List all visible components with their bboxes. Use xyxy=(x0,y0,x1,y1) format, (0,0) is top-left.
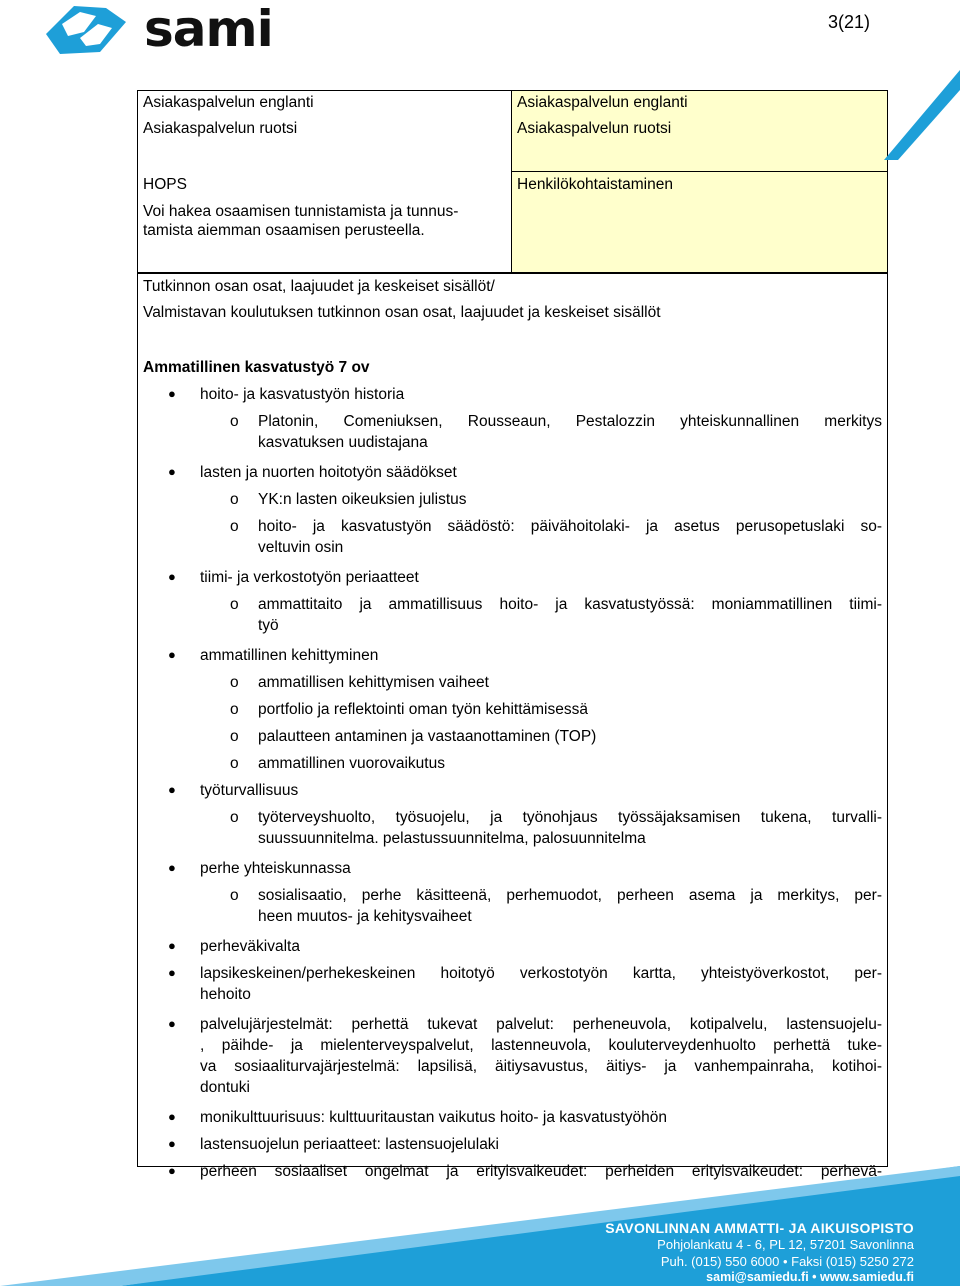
sub-list-item: ammatillisen kehittymisen vaiheet xyxy=(258,674,489,691)
corner-swoosh xyxy=(884,70,960,160)
sub-bullet-icon: o xyxy=(230,413,239,430)
sub-bullet-icon: o xyxy=(230,596,239,613)
list-item: hoito- ja kasvatustyön historia xyxy=(200,386,405,403)
footer-address: Pohjolankatu 4 - 6, PL 12, 57201 Savonlinna xyxy=(657,1237,914,1252)
list-bullet-icon: ● xyxy=(168,1163,176,1178)
list-item: dontuki xyxy=(200,1079,250,1096)
subject-heading: Ammatillinen kasvatustyö 7 ov xyxy=(143,359,370,376)
sub-bullet-icon: o xyxy=(230,674,239,691)
left-english: Asiakaspalvelun englanti xyxy=(143,94,314,111)
logo-mark-icon xyxy=(40,4,140,56)
right-personalization: Henkilökohtaistaminen xyxy=(517,176,673,193)
sub-list-item: sosialisaatio, perhe käsitteenä, perhemuodot, perheen asema ja merkitys, per- xyxy=(258,887,882,904)
sub-list-item: suussuunnitelma. pelastussuunnitelma, palosuunnitelma xyxy=(258,830,646,847)
sami-logo xyxy=(40,0,273,58)
sub-list-item: portfolio ja reflektointi oman työn kehittämisessä xyxy=(258,701,588,718)
list-bullet-icon: ● xyxy=(168,1136,176,1151)
sub-bullet-icon: o xyxy=(230,809,239,826)
left-swedish: Asiakaspalvelun ruotsi xyxy=(143,120,298,137)
footer-phone: Puh. (015) 550 6000 • Faksi (015) 5250 272 xyxy=(660,1254,914,1269)
left-hops-title: HOPS xyxy=(143,176,187,193)
right-swedish: Asiakaspalvelun ruotsi xyxy=(517,120,672,137)
list-bullet-icon: ● xyxy=(168,386,176,401)
sub-list-item: työ xyxy=(258,617,279,634)
list-item: perheväkivalta xyxy=(200,938,300,955)
section-title-1: Tutkinnon osan osat, laajuudet ja keskeiset sisällöt/ xyxy=(143,278,495,295)
sub-bullet-icon: o xyxy=(230,728,239,745)
list-bullet-icon: ● xyxy=(168,647,176,662)
list-bullet-icon: ● xyxy=(168,860,176,875)
sub-list-item: ammatillinen vuorovaikutus xyxy=(258,755,445,772)
list-item: tiimi- ja verkostotyön periaatteet xyxy=(200,569,419,586)
list-item: ammatillinen kehittyminen xyxy=(200,647,379,664)
list-item: monikulttuurisuus: kulttuuritaustan vaikutus hoito- ja kasvatustyöhön xyxy=(200,1109,667,1126)
list-item: lapsikeskeinen/perhekeskeinen hoitotyö verkostotyön kartta, yhteistyöverkostot, per- xyxy=(200,965,882,982)
sub-list-item: heen muutos- ja kehitysvaiheet xyxy=(258,908,472,925)
list-bullet-icon: ● xyxy=(168,782,176,797)
left-hops-text-2: tamista aiemman osaamisen perusteella. xyxy=(143,222,425,239)
footer-institution: SAVONLINNAN AMMATTI- JA AIKUISOPISTO xyxy=(605,1220,914,1236)
right-english: Asiakaspalvelun englanti xyxy=(517,94,688,111)
sub-list-item: Platonin, Comeniuksen, Rousseaun, Pestalozzin yhteiskunnallinen merkitys xyxy=(258,413,882,430)
list-item: palvelujärjestelmät: perhettä tukevat palvelut: perheneuvola, kotipalvelu, lastensuojelu- xyxy=(200,1016,882,1033)
list-bullet-icon: ● xyxy=(168,965,176,980)
sub-bullet-icon: o xyxy=(230,887,239,904)
list-item: hehoito xyxy=(200,986,251,1003)
sub-bullet-icon: o xyxy=(230,701,239,718)
list-bullet-icon: ● xyxy=(168,569,176,584)
logo-text: sami xyxy=(144,0,273,58)
list-item: työturvallisuus xyxy=(200,782,299,799)
list-bullet-icon: ● xyxy=(168,1016,176,1031)
list-item: lastensuojelun periaatteet: lastensuojelulaki xyxy=(200,1136,500,1153)
sub-list-item: kasvatuksen uudistajana xyxy=(258,434,428,451)
sub-list-item: hoito- ja kasvatustyön säädöstö: päivähoitolaki- ja asetus perusopetuslaki so- xyxy=(258,518,882,535)
list-bullet-icon: ● xyxy=(168,1109,176,1124)
page-number: 3(21) xyxy=(827,12,870,32)
sub-list-item: YK:n lasten oikeuksien julistus xyxy=(258,491,467,508)
table-row-divider-right xyxy=(511,171,887,172)
list-item: , päihde- ja mielenterveyspalvelut, lastenneuvola, kouluterveydenhuolto perhettä tuke- xyxy=(200,1037,882,1054)
sub-list-item: veltuvin osin xyxy=(258,539,344,556)
sub-bullet-icon: o xyxy=(230,491,239,508)
list-bullet-icon: ● xyxy=(168,464,176,479)
footer-web: sami@samiedu.fi • www.samiedu.fi xyxy=(706,1270,914,1284)
sub-list-item: työterveyshuolto, työsuojelu, ja työnohjaus työssäjaksamisen tukena, turvalli- xyxy=(258,809,882,826)
left-hops-text-1: Voi hakea osaamisen tunnistamista ja tunnus- xyxy=(143,203,459,220)
list-item: lasten ja nuorten hoitotyön säädökset xyxy=(200,464,457,481)
sub-list-item: ammattitaito ja ammatillisuus hoito- ja kasvatustyössä: moniammatillinen tiimi- xyxy=(258,596,882,613)
list-item: va sosiaaliturvajärjestelmä: lapsilisä, äitiysavustus, äitiys- ja vanhempainraha, kotihoi- xyxy=(200,1058,882,1075)
sub-list-item: palautteen antaminen ja vastaanottaminen (TOP) xyxy=(258,728,597,745)
sub-bullet-icon: o xyxy=(230,755,239,772)
section-title-2: Valmistavan koulutuksen tutkinnon osan osat, laajuudet ja keskeiset sisällöt xyxy=(143,304,661,321)
list-item: perhe yhteiskunnassa xyxy=(200,860,351,877)
sub-bullet-icon: o xyxy=(230,518,239,535)
list-bullet-icon: ● xyxy=(168,938,176,953)
list-item: perheen sosiaaliset ongelmat ja erityisvaikeudet: perheiden erityisvaikeudet: perhevä- xyxy=(200,1163,882,1180)
